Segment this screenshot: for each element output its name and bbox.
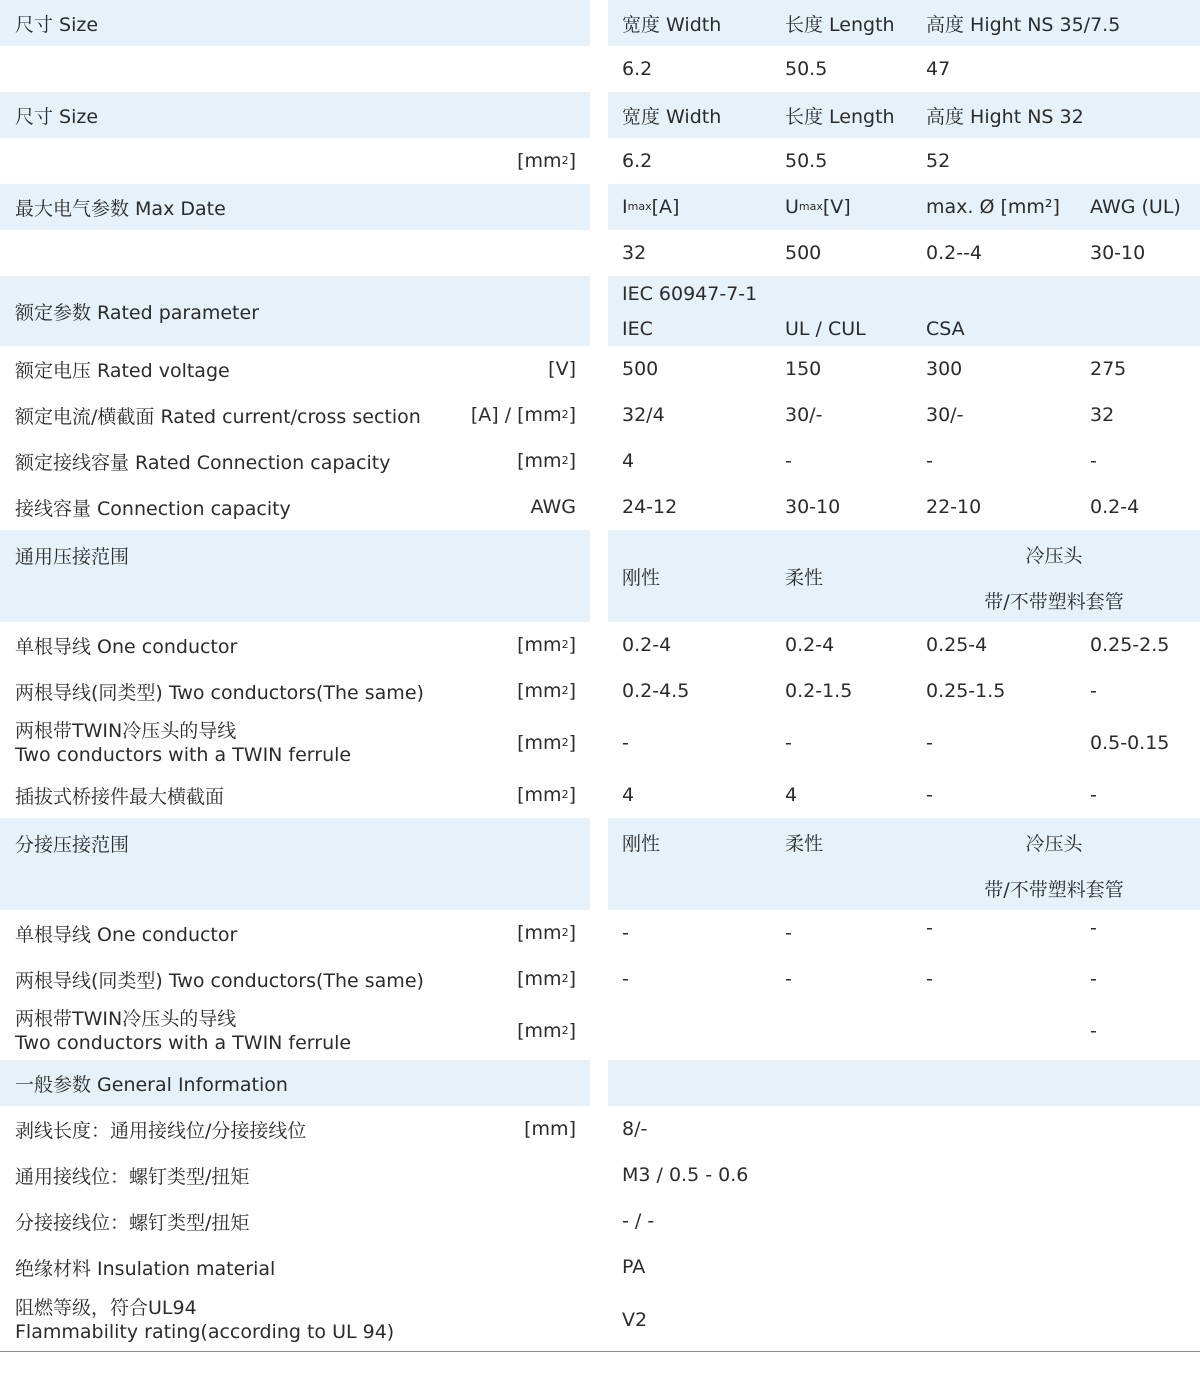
cell-value: 0.2-4 [622, 634, 672, 656]
awg-header: AWG (UL) [1090, 196, 1181, 218]
ferrule-header: 冷压头 [1025, 833, 1083, 855]
ul-cul-header: UL / CUL [785, 317, 866, 340]
size-header-row-2 [0, 92, 1200, 138]
cell-value: - [1090, 680, 1097, 702]
cell-value: - [785, 450, 792, 472]
flexible-header: 柔性 [785, 566, 824, 589]
imax-header: I max [A] [622, 196, 680, 218]
row-label: 接线容量 Connection capacity [15, 497, 291, 520]
height-value: 47 [926, 58, 951, 80]
general-crimp-label: 通用压接范围 [15, 546, 130, 568]
row-label: 插拔式桥接件最大横截面 [15, 785, 225, 808]
cell-value: - [1090, 784, 1097, 806]
cell-value: 22-10 [926, 496, 982, 518]
iec-header: IEC [622, 317, 653, 340]
cell-value: 32/4 [622, 404, 665, 426]
rated-parameter-row [0, 276, 1200, 346]
one-conductor-row [0, 622, 1200, 668]
flammability-row [0, 1290, 1200, 1349]
rigid-header: 刚性 [622, 833, 661, 855]
unit-label: [ mm 2 ] [517, 450, 576, 472]
unit-label: AWG [530, 496, 576, 518]
row-label: 额定接线容量 Rated Connection capacity [15, 451, 391, 474]
cell-value: - [1090, 1020, 1097, 1042]
cell-value: 300 [926, 358, 963, 380]
ferrule-subheader: 带/不带塑料套管 [984, 591, 1124, 613]
unit-label: [ mm 2 ] [517, 784, 576, 806]
height-header: 高度 Hight NS 35/7.5 [926, 13, 1121, 36]
length-header: 长度 Length [785, 105, 895, 128]
cell-value: - [622, 922, 629, 944]
unit-label: [ V ] [548, 358, 576, 380]
branch-crimp-label: 分接压接范围 [15, 834, 130, 856]
row-label: 两根导线(同类型) Two conductors(The same) [15, 969, 424, 992]
width-header: 宽度 Width [622, 13, 722, 36]
row-label: 额定电压 Rated voltage [15, 359, 230, 382]
general-info-label: 一般参数 General Information [15, 1073, 288, 1096]
imax-value: 32 [622, 242, 647, 264]
cell-value: 32 [1090, 404, 1115, 426]
cell-value: 30/- [926, 404, 964, 426]
awg-value: 30-10 [1090, 242, 1146, 264]
cell-value: 0.2-4 [785, 634, 835, 656]
rigid-header: 刚性 [622, 566, 661, 589]
connection-capacity-row [0, 484, 1200, 530]
row-label: 绝缘材料 Insulation material [15, 1257, 276, 1280]
rated-parameter-label: 额定参数 Rated parameter [15, 301, 260, 324]
unit-label: [ mm 2 ] [517, 922, 576, 944]
unit-label: [ mm ] [524, 1118, 576, 1140]
cell-value: PA [622, 1256, 646, 1278]
ferrule-subheader: 带/不带塑料套管 [984, 879, 1124, 901]
size-label: 尺寸 Size [15, 13, 99, 36]
ferrule-header: 冷压头 [1025, 545, 1083, 567]
cell-value: 30-10 [785, 496, 841, 518]
cell-value: 0.5-0.15 [1090, 732, 1170, 754]
row-label: 单根导线 One conductor [15, 923, 238, 946]
cell-value: 4 [622, 450, 635, 472]
height-header: 高度 Hight NS 32 [926, 105, 1084, 128]
cell-value: - [785, 922, 792, 944]
unit-label: [ mm 2 ] [517, 1020, 576, 1042]
bottom-rule [0, 1351, 1200, 1352]
unit-label: [ mm 2 ] [517, 732, 576, 754]
bridge-row [0, 772, 1200, 818]
cell-value: V2 [622, 1308, 648, 1331]
cell-value: M3 / 0.5 - 0.6 [622, 1164, 749, 1186]
umax-header: U max [V] [785, 196, 851, 218]
length-value: 50.5 [785, 58, 828, 80]
row-label: 两根导线(同类型) Two conductors(The same) [15, 681, 424, 704]
size-header-row-1 [0, 0, 1200, 46]
branch-two-conductors-row [0, 956, 1200, 1002]
length-header: 长度 Length [785, 13, 895, 36]
max-data-header-row [0, 184, 1200, 230]
row-label: 单根导线 One conductor [15, 635, 238, 658]
size-values-row-1 [0, 46, 1200, 92]
cell-value: 8/- [622, 1118, 648, 1140]
cell-value: 30/- [785, 404, 823, 426]
row-label: 剥线长度：通用接线位/分接接线位 [15, 1119, 307, 1142]
flexible-header: 柔性 [785, 833, 824, 855]
twin-ferrule-row [0, 714, 1200, 772]
row-label: 分接接线位：螺钉类型/扭矩 [15, 1211, 250, 1234]
cell-value: - [926, 968, 933, 990]
rated-current-row [0, 392, 1200, 438]
strip-length-row [0, 1106, 1200, 1152]
cell-value: - [926, 917, 933, 939]
rated-voltage-row [0, 346, 1200, 392]
cell-value: - [926, 732, 933, 754]
cell-value: 24-12 [622, 496, 678, 518]
cell-value: 0.25-1.5 [926, 680, 1006, 702]
width-header: 宽度 Width [622, 105, 722, 128]
branch-screw-row [0, 1198, 1200, 1244]
diameter-header: max. Ø [mm²] [926, 196, 1060, 218]
size-label: 尺寸 Size [15, 105, 99, 128]
general-info-header-row [0, 1060, 1200, 1106]
cell-value: 0.2-1.5 [785, 680, 853, 702]
row-label: 两根带TWIN冷压头的导线 Two conductors with a TWIN ferrule [15, 1008, 352, 1054]
width-value: 6.2 [622, 150, 653, 172]
cell-value: 0.2-4 [1090, 496, 1140, 518]
standard-label: IEC 60947-7-1 [622, 282, 758, 305]
rated-connection-row [0, 438, 1200, 484]
cell-value: - [926, 450, 933, 472]
branch-crimp-header-row [0, 818, 1200, 910]
length-value: 50.5 [785, 150, 828, 172]
csa-header: CSA [926, 317, 965, 340]
branch-twin-ferrule-row [0, 1002, 1200, 1060]
cell-value: 0.2-4.5 [622, 680, 690, 702]
insulation-row [0, 1244, 1200, 1290]
row-label: 两根带TWIN冷压头的导线 Two conductors with a TWIN ferrule [15, 720, 352, 766]
unit-label: [ mm 2 ] [517, 968, 576, 990]
unit-label: [ mm 2 ] [517, 150, 576, 172]
cell-value: 0.25-2.5 [1090, 634, 1170, 656]
cell-value: - / - [622, 1210, 655, 1232]
cell-value: - [622, 732, 629, 754]
size-values-row-2 [0, 138, 1200, 184]
branch-one-conductor-row [0, 910, 1200, 956]
unit-label: [ mm 2 ] [517, 680, 576, 702]
width-value: 6.2 [622, 58, 653, 80]
row-label: 通用接线位：螺钉类型/扭矩 [15, 1165, 250, 1188]
cell-value: 4 [785, 784, 798, 806]
cell-value: 4 [622, 784, 635, 806]
unit-label: [A] / [mm 2 ] [470, 404, 576, 426]
cell-value: 500 [622, 358, 659, 380]
unit-label: [ mm 2 ] [517, 634, 576, 656]
max-data-label: 最大电气参数 Max Date [15, 197, 226, 220]
row-label: 阻燃等级，符合UL94 Flammability rating(according to UL 94) [15, 1296, 395, 1343]
general-crimp-header-row [0, 530, 1200, 622]
cell-value: 0.25-4 [926, 634, 988, 656]
row-label: 额定电流/横截面 Rated current/cross section [15, 405, 421, 428]
cell-value: - [1090, 917, 1097, 939]
cell-value: - [785, 732, 792, 754]
cell-value: 275 [1090, 358, 1127, 380]
two-conductors-row [0, 668, 1200, 714]
height-value: 52 [926, 150, 951, 172]
cell-value: - [1090, 450, 1097, 472]
general-screw-row [0, 1152, 1200, 1198]
max-data-values-row [0, 230, 1200, 276]
cell-value: - [785, 968, 792, 990]
cell-value: - [926, 784, 933, 806]
cell-value: - [1090, 968, 1097, 990]
cell-value: 150 [785, 358, 822, 380]
diameter-value: 0.2--4 [926, 242, 983, 264]
cell-value: - [622, 968, 629, 990]
umax-value: 500 [785, 242, 822, 264]
